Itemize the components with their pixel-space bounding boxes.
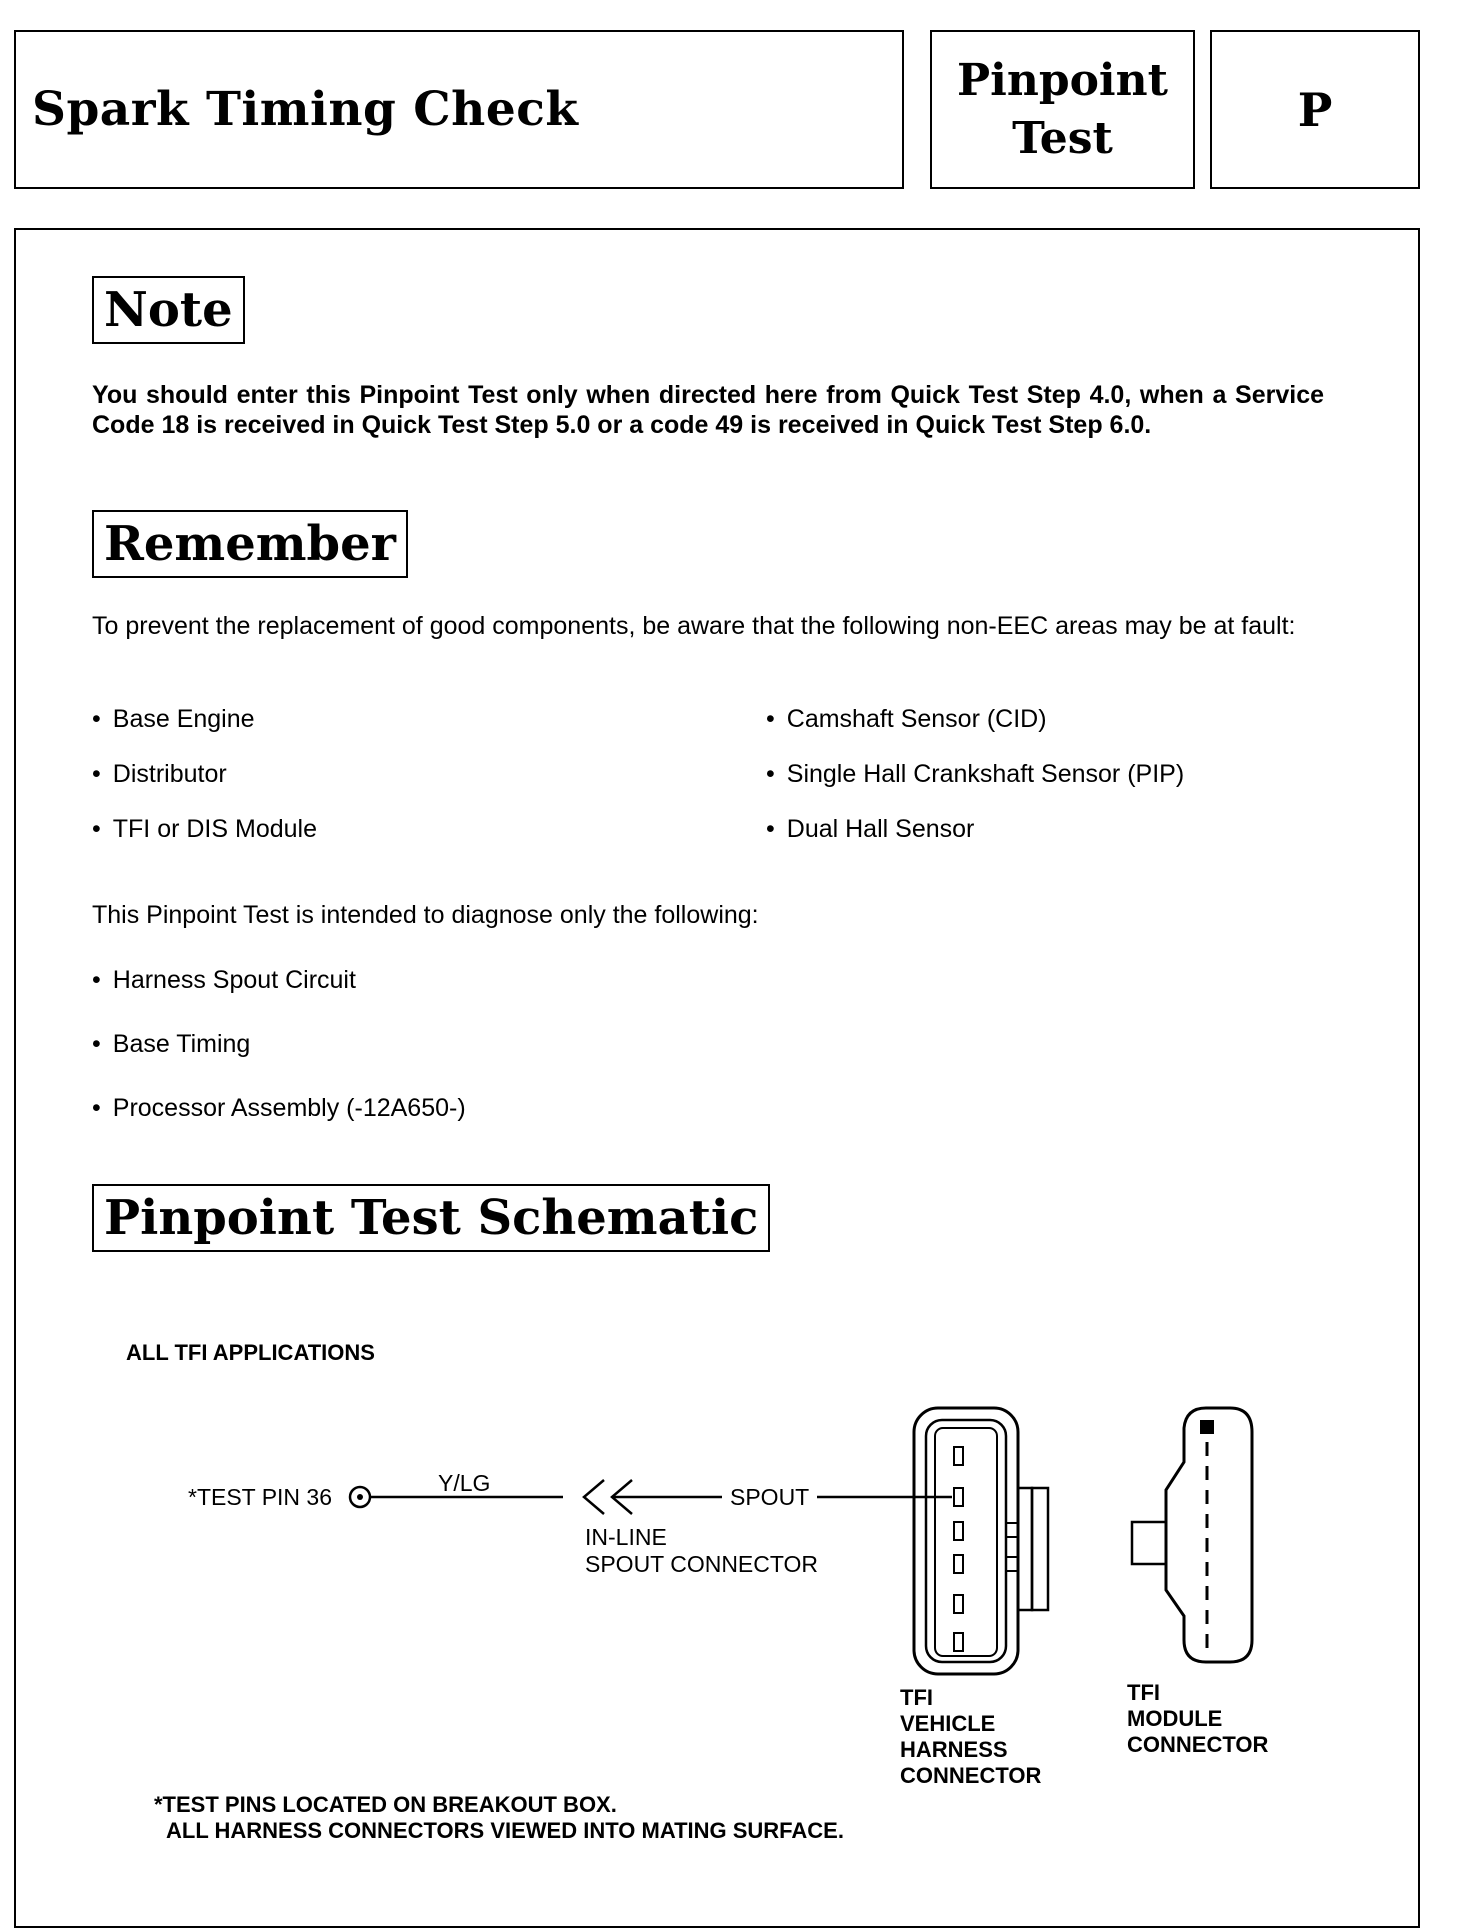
- harness-connector-label-4: CONNECTOR: [900, 1763, 1042, 1788]
- section-label: Pinpoint Test: [957, 54, 1168, 164]
- wire-color-label: Y/LG: [438, 1470, 491, 1496]
- list-item: • Base Engine: [92, 704, 317, 759]
- note-text: You should enter this Pinpoint Test only when directed here from Quick Test Step 4.0, when a Service Code 18 is received in Quick Test Step 5.0 or a code 49 is received in Quick Test Step 6.0.: [92, 381, 1324, 439]
- list-item: • Single Hall Crankshaft Sensor (PIP): [766, 759, 1184, 814]
- remember-text: To prevent the replacement of good components, be aware that the following non-EEC areas may be at fault:: [92, 612, 1296, 640]
- module-connector-label-1: TFI: [1127, 1680, 1160, 1705]
- list-item: • Processor Assembly (-12A650-): [92, 1093, 466, 1157]
- page-title: Spark Timing Check: [32, 82, 579, 137]
- test-pin-center-icon: [357, 1494, 363, 1500]
- spout-label: SPOUT: [730, 1484, 810, 1510]
- list-item: • Dual Hall Sensor: [766, 814, 1184, 869]
- module-connector-label-3: CONNECTOR: [1127, 1732, 1269, 1757]
- inline-connector-label-2: SPOUT CONNECTOR: [585, 1551, 819, 1577]
- harness-connector-label-1: TFI: [900, 1685, 933, 1710]
- remember-heading: Remember: [92, 510, 408, 578]
- applications-label: ALL TFI APPLICATIONS: [126, 1340, 375, 1365]
- module-connector-label-2: MODULE: [1127, 1706, 1223, 1731]
- harness-connector-label-3: HARNESS: [900, 1737, 1008, 1762]
- chevron-left-icon: [584, 1480, 604, 1514]
- footnote-line-1: *TEST PINS LOCATED ON BREAKOUT BOX.: [154, 1792, 617, 1817]
- section-letter: P: [1297, 82, 1333, 137]
- test-pin-label: *TEST PIN 36: [188, 1484, 333, 1510]
- module-connector-icon: [1132, 1408, 1252, 1662]
- note-heading: Note: [92, 276, 245, 344]
- harness-connector-label-2: VEHICLE: [900, 1711, 996, 1736]
- list-item: • Base Timing: [92, 1029, 466, 1093]
- footnote-line-2: ALL HARNESS CONNECTORS VIEWED INTO MATING SURFACE.: [166, 1818, 844, 1843]
- intended-text: This Pinpoint Test is intended to diagnose only the following:: [92, 901, 759, 929]
- harness-connector-icon: [914, 1408, 1048, 1674]
- list-item: • Distributor: [92, 759, 317, 814]
- inline-connector-label-1: IN-LINE: [585, 1524, 667, 1550]
- list-item: • Harness Spout Circuit: [92, 965, 466, 1029]
- schematic-heading: Pinpoint Test Schematic: [92, 1184, 770, 1252]
- list-item: • Camshaft Sensor (CID): [766, 704, 1184, 759]
- list-item: • TFI or DIS Module: [92, 814, 317, 869]
